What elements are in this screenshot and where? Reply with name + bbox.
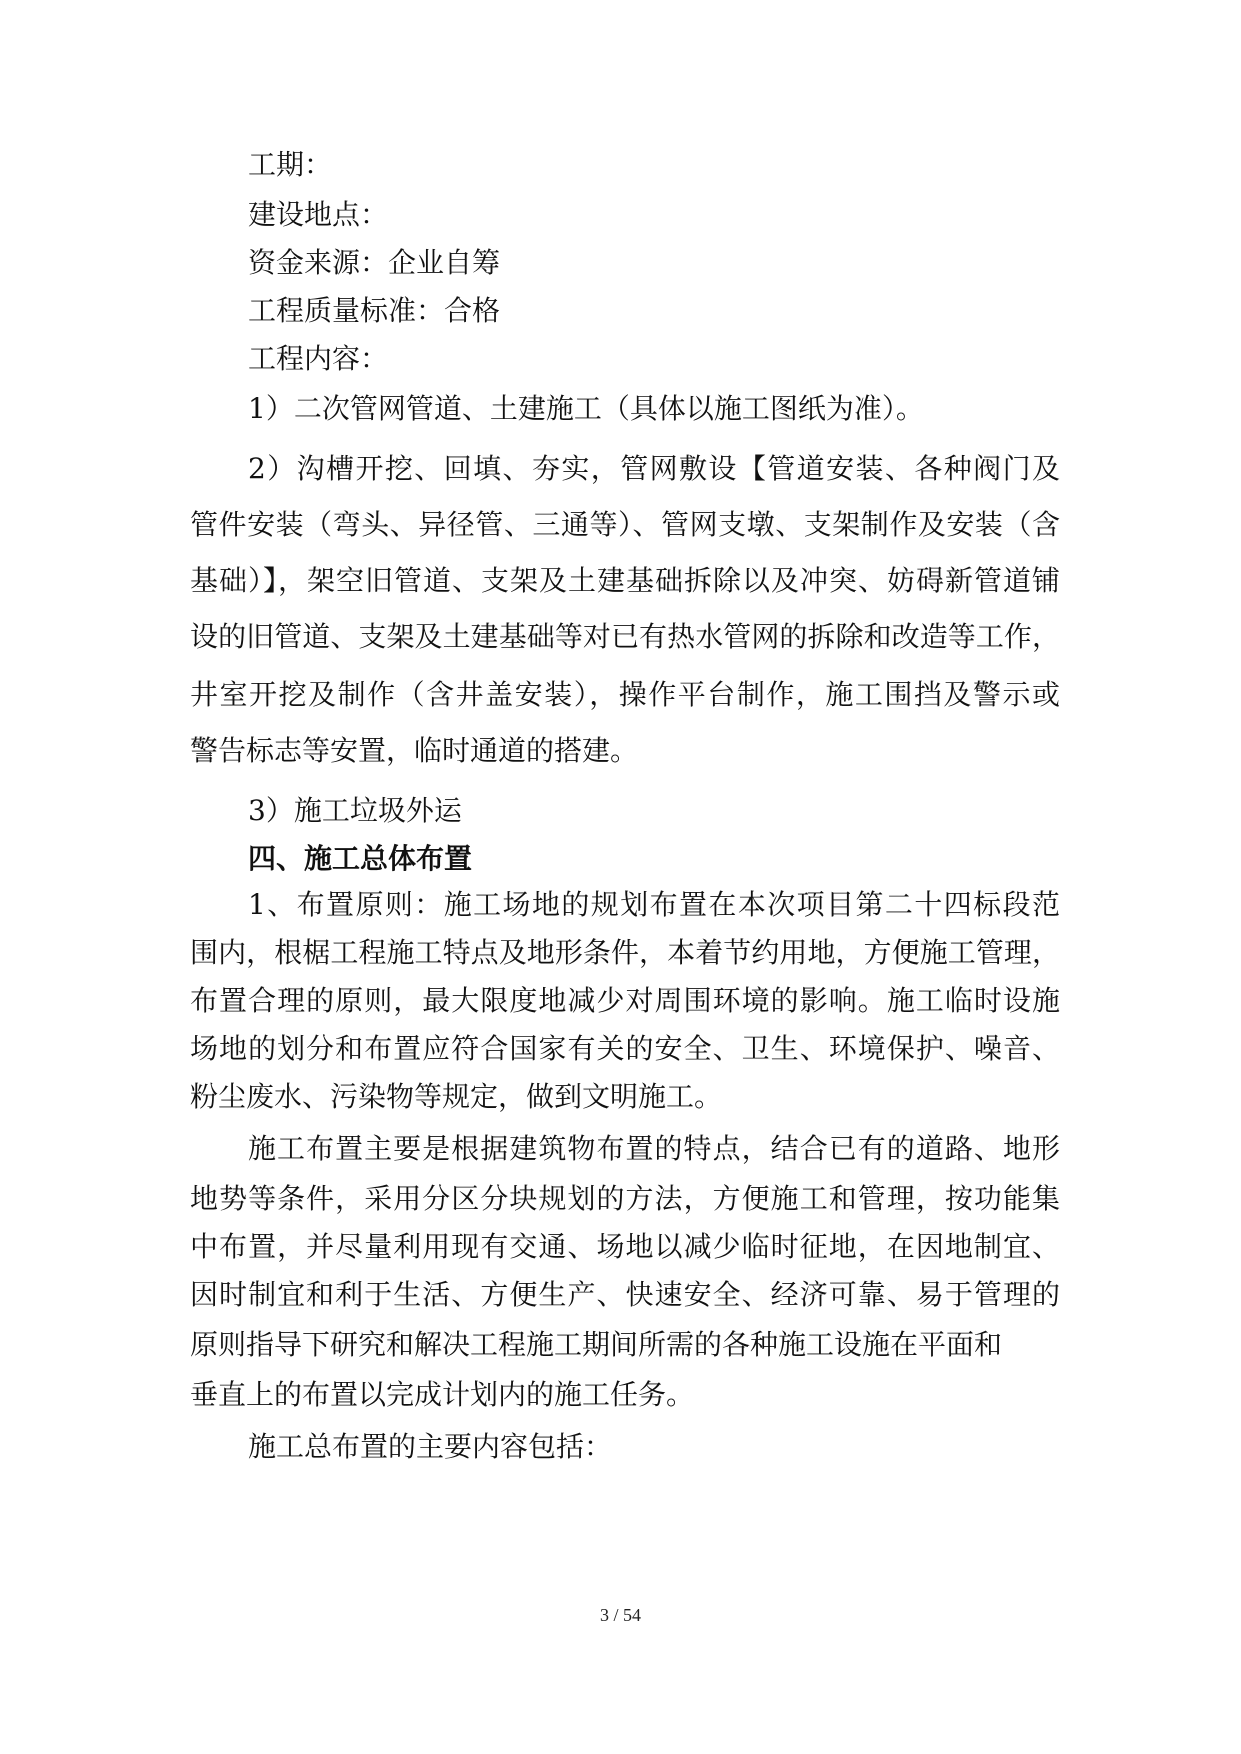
text-line-layout-6: 垂直上的布置以完成计划内的施工任务。 bbox=[190, 1378, 695, 1411]
text-line-item-2-cont-5: 警告标志等安置，临时通道的搭建。 bbox=[190, 734, 639, 767]
text-line-principle-3: 布置合理的原则，最大限度地减少对周围环境的影响。施工临时设施 bbox=[190, 984, 1060, 1017]
text-line-item-3: 3）施工垃圾外运 bbox=[248, 794, 462, 827]
text-line-layout-4: 因时制宜和利于生活、方便生产、快速安全、经济可靠、易于管理的 bbox=[190, 1278, 1060, 1311]
text-line-item-2-cont-3: 设的旧管道、支架及土建基础等对已有热水管网的拆除和改造等工作， bbox=[190, 620, 1060, 653]
text-line-principle-4: 场地的划分和布置应符合国家有关的安全、卫生、环境保护、噪音、 bbox=[190, 1032, 1060, 1065]
text-line-item-2: 2）沟槽开挖、回填、夯实，管网敷设【管道安装、各种阀门及 bbox=[248, 452, 1060, 485]
text-line-content-label: 工程内容： bbox=[248, 342, 389, 375]
text-line-layout-1: 施工布置主要是根据建筑物布置的特点，结合已有的道路、地形 bbox=[248, 1132, 1060, 1165]
text-line-construction-period: 工期： bbox=[248, 148, 333, 181]
text-line-layout-3: 中布置，并尽量利用现有交通、场地以减少临时征地，在因地制宜、 bbox=[190, 1230, 1060, 1263]
text-line-item-1: 1）二次管网管道、土建施工（具体以施工图纸为准）。 bbox=[248, 392, 924, 425]
text-line-funding: 资金来源：企业自筹 bbox=[248, 246, 501, 279]
section-heading: 四、施工总体布置 bbox=[248, 842, 473, 875]
text-line-item-2-cont-1: 管件安装（弯头、异径管、三通等）、管网支墩、支架制作及安装（含 bbox=[190, 508, 1060, 541]
page-number: 3 / 54 bbox=[599, 1605, 641, 1625]
text-line-principle-2: 围内，根椐工程施工特点及地形条件，本着节约用地，方便施工管理， bbox=[190, 936, 1060, 969]
text-line-item-2-cont-2: 基础）】，架空旧管道、支架及土建基础拆除以及冲突、妨碍新管道铺 bbox=[190, 564, 1060, 597]
text-line-principle-5: 粉尘废水、污染物等规定，做到文明施工。 bbox=[190, 1080, 723, 1113]
text-line-quality: 工程质量标准：合格 bbox=[248, 294, 501, 327]
text-line-layout-2: 地势等条件，采用分区分块规划的方法，方便施工和管理，按功能集 bbox=[190, 1182, 1060, 1215]
text-line-main-content: 施工总布置的主要内容包括： bbox=[248, 1430, 613, 1463]
text-line-layout-5: 原则指导下研究和解决工程施工期间所需的各种施工设施在平面和 bbox=[190, 1328, 1003, 1361]
text-line-location: 建设地点： bbox=[248, 198, 389, 231]
text-line-item-2-cont-4: 井室开挖及制作（含井盖安装），操作平台制作，施工围挡及警示或 bbox=[190, 678, 1060, 711]
text-line-principle-1: 1、布置原则：施工场地的规划布置在本次项目第二十四标段范 bbox=[248, 888, 1060, 921]
